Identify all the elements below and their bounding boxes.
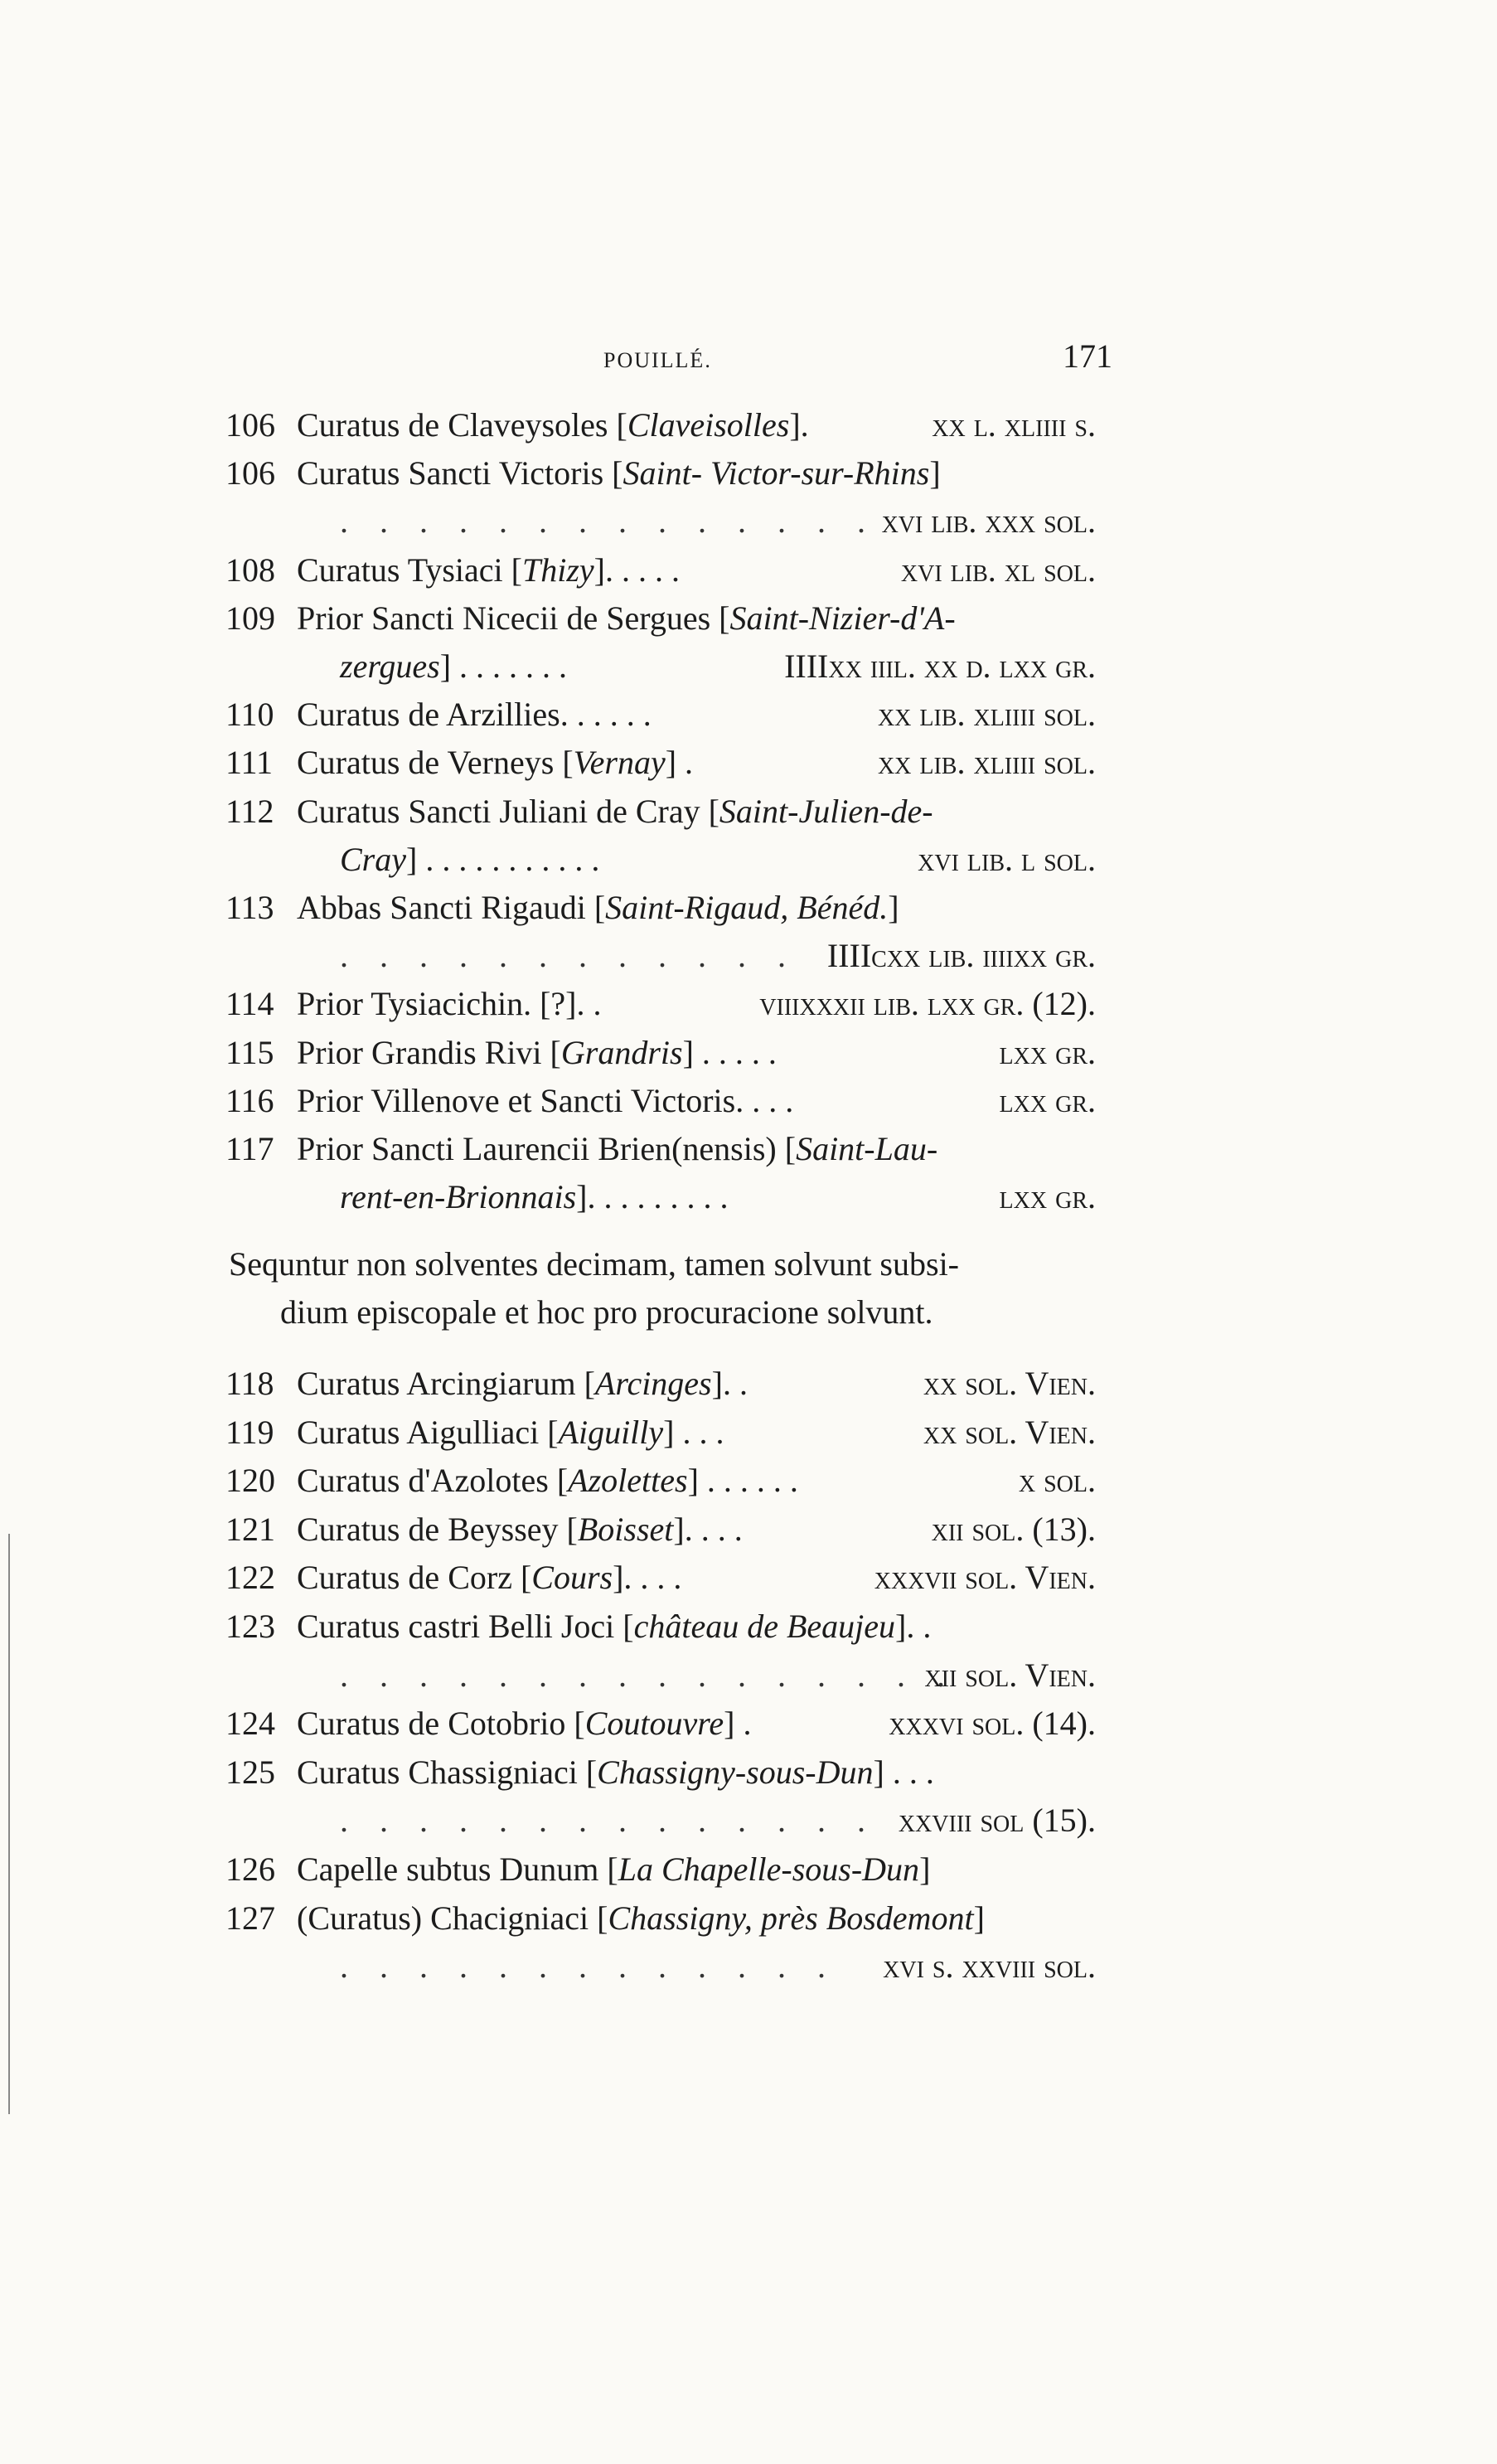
entry-name: Curatus Tysiaci [: [297, 551, 522, 589]
entry-number: 122: [225, 1559, 275, 1597]
entry-line: [225, 401, 1121, 449]
entry-number: 106: [225, 454, 275, 492]
entry-name: Curatus de Beyssey [: [297, 1510, 578, 1548]
entry-text: [297, 1603, 931, 1651]
entry-amount: xx l. xliiii s.: [932, 406, 1096, 444]
entry-number: 125: [225, 1753, 275, 1791]
entry-text: [297, 691, 652, 739]
entry-tail: ] . . . . .: [682, 1033, 777, 1071]
entry-number: 110: [225, 696, 274, 734]
entry-amount: xvi s. xxviii sol.: [883, 1947, 1096, 1986]
continuation-line: [225, 1797, 1121, 1845]
entry-amount: xii sol. Vien.: [924, 1656, 1096, 1694]
entry-amount: xxxvii sol. Vien.: [874, 1559, 1096, 1597]
continuation-line: [225, 1173, 1121, 1221]
entry-name: Capelle subtus Dunum [: [297, 1850, 618, 1888]
entry-number: 119: [225, 1413, 274, 1451]
entry-line: [225, 1457, 1121, 1505]
entry-text: [297, 1846, 930, 1894]
entry-line: [225, 1409, 1121, 1457]
margin-rule: [8, 1534, 10, 2114]
entry-name: Curatus Arcingiarum [: [297, 1365, 595, 1402]
entry-name: Curatus Aigulliaci [: [297, 1413, 559, 1451]
entry-name: Curatus de Claveysoles [: [297, 406, 627, 444]
entry-text: [297, 1554, 681, 1602]
entry-amount: xx sol. Vien.: [923, 1365, 1096, 1402]
entry-line: [225, 788, 1121, 836]
entry-line: [225, 594, 1121, 643]
entry-line: [225, 884, 1121, 932]
entry-amount: x sol.: [1018, 1462, 1096, 1500]
leader-dots: . . . . . . . . . . . . . . . .: [340, 1656, 957, 1694]
entry-amount: xii sol. (13).: [931, 1510, 1096, 1548]
entry-amount: IIIIcxx lib. iiiixx gr.: [826, 937, 1096, 975]
entry-line: [225, 691, 1121, 739]
entry-line: [225, 1077, 1121, 1125]
entry-name: Curatus de Verneys [: [297, 744, 574, 782]
entry-text: [297, 1894, 985, 1943]
entry-line: [225, 449, 1121, 497]
place-name: Saint-Rigaud, Bénéd.: [605, 889, 889, 926]
entry-text: [297, 1700, 751, 1748]
entry-text: [297, 546, 680, 594]
entry-number: 108: [225, 551, 275, 589]
entry-name: Curatus castri Belli Joci [: [297, 1608, 634, 1645]
entry-tail: ] . . .: [663, 1413, 724, 1451]
entry-tail: ]: [888, 889, 899, 926]
place-name: Saint-Julien-de-: [719, 792, 933, 830]
section-note: [229, 1240, 1141, 1336]
entry-line: [225, 546, 1121, 594]
place-name: Boisset: [577, 1510, 674, 1548]
entry-line: [225, 1125, 1121, 1173]
entry-name: Curatus de Arzillies. . . . . .: [297, 696, 652, 734]
entry-text: [297, 1749, 934, 1797]
place-name: Claveisolles: [627, 406, 790, 444]
entries-block-b: [225, 1360, 1137, 2023]
continuation-line: [225, 497, 1121, 546]
place-name: Saint- Victor-sur-Rhins: [623, 454, 930, 492]
entry-text: [340, 1173, 728, 1221]
place-name: Saint-Nizier-d'A-: [729, 599, 956, 637]
entry-name: Prior Sancti Laurencii Brien(nensis) [: [297, 1130, 797, 1167]
place-name: Arcinges: [594, 1365, 712, 1402]
entry-line: [225, 739, 1121, 787]
entry-text: [297, 884, 899, 932]
entry-amount: lxx gr.: [999, 1081, 1096, 1119]
entry-line: [225, 1894, 1121, 1943]
entry-number: 115: [225, 1033, 274, 1071]
entry-number: 124: [225, 1705, 275, 1743]
entry-amount: xvi lib. l sol.: [918, 840, 1096, 878]
entry-name: Curatus d'Azolotes [: [297, 1462, 569, 1500]
note-line-2: dium episcopale et hoc pro procuracione solvunt.: [280, 1293, 933, 1331]
leader-dots: . . . . . . . . . . . . . .: [340, 502, 877, 541]
entry-tail: ]. . . . . . . . .: [576, 1178, 729, 1216]
entry-tail: ]: [929, 454, 941, 492]
entry-text: [297, 1506, 743, 1554]
entry-text: [297, 1409, 724, 1457]
leader-dots: . . . . . . . . . . . . . .: [340, 1802, 877, 1840]
entry-number: 111: [225, 744, 274, 782]
entry-amount: lxx gr.: [999, 1033, 1096, 1071]
entry-tail: ] .: [665, 744, 694, 782]
continuation-line: [225, 643, 1121, 691]
entry-text: [297, 980, 601, 1028]
entry-tail: ] .: [724, 1705, 752, 1743]
entry-tail: ]. . . . .: [593, 551, 680, 589]
place-name: Chassigny, près Bosdemont: [608, 1899, 974, 1937]
entry-number: 118: [225, 1365, 274, 1402]
entry-text: [297, 739, 693, 787]
entry-tail: ]. .: [711, 1365, 748, 1402]
continuation-line: [225, 836, 1121, 884]
entry-tail: ] . . . . . .: [687, 1462, 798, 1500]
entry-number: 112: [225, 792, 274, 830]
entry-tail: ]: [973, 1899, 985, 1937]
entry-name: (Curatus) Chacigniaci [: [297, 1899, 608, 1937]
entry-tail: ] . . .: [873, 1753, 934, 1791]
entry-line: [225, 1506, 1121, 1554]
note-line-1: Sequntur non solventes decimam, tamen solvunt subsi-: [229, 1245, 959, 1283]
place-name: Grandris: [560, 1033, 683, 1071]
entry-number: 121: [225, 1510, 275, 1548]
place-name: Coutouvre: [584, 1705, 724, 1743]
entry-number: 116: [225, 1081, 274, 1119]
entry-name: Prior Villenove et Sancti Victoris. . . .: [297, 1081, 794, 1119]
entry-name: Curatus Chassigniaci [: [297, 1753, 598, 1791]
entry-number: 117: [225, 1130, 274, 1167]
place-name: Aiguilly: [558, 1413, 664, 1451]
place-name: Saint-Lau-: [796, 1130, 938, 1167]
leader-dots: . . . . . . . . . . . .: [340, 937, 797, 975]
entry-amount: xvi lib. xxx sol.: [881, 502, 1096, 541]
entry-text: [297, 1125, 937, 1173]
entry-line: [225, 1700, 1121, 1748]
entry-tail: ] . . . . . . .: [439, 648, 568, 685]
entry-line: [225, 1603, 1121, 1651]
entry-tail: ]: [919, 1850, 931, 1888]
entry-amount: xx lib. xliiii sol.: [877, 744, 1096, 782]
place-name: château de Beaujeu: [633, 1608, 896, 1645]
entry-amount: xx lib. xliiii sol.: [877, 696, 1096, 734]
place-name: La Chapelle-sous-Dun: [618, 1850, 920, 1888]
place-name: Chassigny-sous-Dun: [597, 1753, 874, 1791]
leader-dots: . . . . . . . . . . . . .: [340, 1947, 837, 1986]
entry-text: [340, 836, 599, 884]
entries-block-a: [225, 401, 1137, 1230]
entry-tail: ]. . . .: [613, 1559, 682, 1597]
entry-number: 123: [225, 1608, 275, 1645]
entry-text: [297, 449, 941, 497]
entry-line: [225, 1846, 1121, 1894]
entry-text: [297, 1029, 777, 1077]
entry-amount: lxx gr.: [999, 1178, 1096, 1216]
entry-line: [225, 1749, 1121, 1797]
entry-text: [297, 1360, 748, 1408]
entry-amount: IIIIxx iiil. xx d. lxx gr.: [784, 648, 1096, 685]
entry-text: [297, 788, 933, 836]
entry-name: Prior Grandis Rivi [: [297, 1033, 561, 1071]
entry-amount: xx sol. Vien.: [923, 1413, 1096, 1451]
entry-name: Prior Sancti Nicecii de Sergues [: [297, 599, 730, 637]
place-name: Thizy: [521, 551, 594, 589]
entry-number: 109: [225, 599, 275, 637]
place-name: rent-en-Brionnais: [340, 1178, 577, 1216]
entry-amount: viiixxxii lib. lxx gr. (12).: [759, 985, 1096, 1023]
page-number: 171: [1063, 337, 1112, 375]
entry-amount: xxxvi sol. (14).: [889, 1705, 1096, 1743]
entry-text: [297, 1077, 793, 1125]
continuation-line: [225, 1943, 1121, 1991]
entry-line: [225, 1360, 1121, 1408]
entry-number: 126: [225, 1850, 275, 1888]
entry-line: [225, 980, 1121, 1028]
place-name: Cours: [531, 1559, 613, 1597]
entry-amount: xvi lib. xl sol.: [900, 551, 1096, 589]
entry-text: [297, 594, 956, 643]
entry-name: Prior Tysiacichin. [?]. .: [297, 985, 602, 1023]
entry-line: [225, 1029, 1121, 1077]
place-name: Azolettes: [568, 1462, 688, 1500]
entry-name: Curatus de Cotobrio [: [297, 1705, 585, 1743]
entry-tail: ]. . . .: [673, 1510, 743, 1548]
entry-number: 106: [225, 406, 275, 444]
entry-name: Curatus Sancti Victoris [: [297, 454, 623, 492]
continuation-line: [225, 1652, 1121, 1700]
page-header: [0, 337, 1497, 386]
running-title: POUILLÉ.: [603, 348, 712, 372]
entry-number: 120: [225, 1462, 275, 1500]
continuation-line: [225, 932, 1121, 980]
entry-tail: ]. .: [895, 1608, 932, 1645]
place-name: Cray: [340, 840, 406, 878]
entry-name: Curatus de Corz [: [297, 1559, 532, 1597]
entry-text: [340, 643, 567, 691]
entry-number: 127: [225, 1899, 275, 1937]
entry-number: 114: [225, 985, 274, 1023]
entry-line: [225, 1554, 1121, 1602]
place-name: zergues: [340, 648, 440, 685]
entry-amount: xxviii sol (15).: [898, 1802, 1096, 1840]
place-name: Vernay: [573, 744, 666, 782]
entry-name: Curatus Sancti Juliani de Cray [: [297, 792, 719, 830]
entry-tail: ].: [789, 406, 809, 444]
entry-text: [297, 1457, 798, 1505]
entry-number: 113: [225, 889, 274, 926]
entry-text: [297, 401, 809, 449]
entry-name: Abbas Sancti Rigaudi [: [297, 889, 606, 926]
entry-tail: ] . . . . . . . . . . .: [406, 840, 600, 878]
